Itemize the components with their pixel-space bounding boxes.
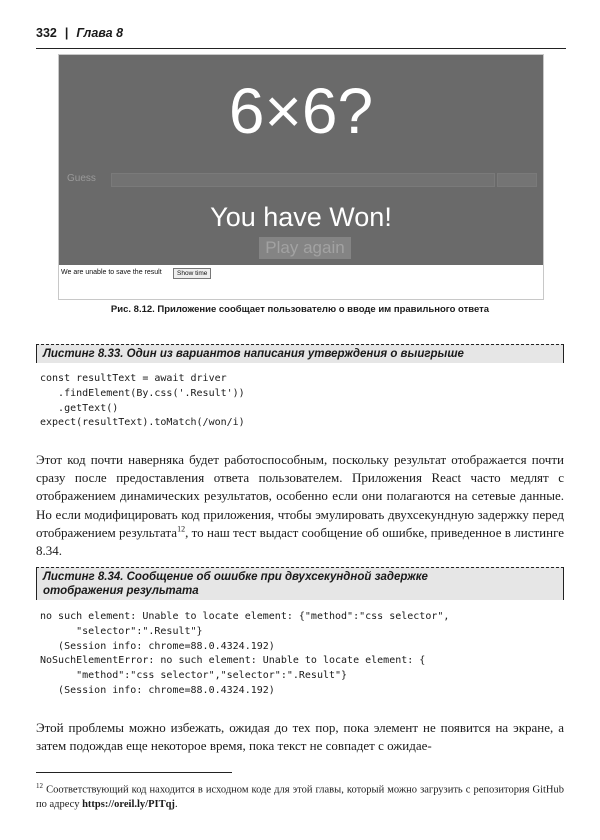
figure-caption: Рис. 8.12. Приложение сообщает пользователю о вводе им правильного ответа <box>110 304 490 315</box>
code-line: (Session info: chrome=88.0.4324.192) <box>40 640 275 652</box>
footnote-ref: 12 <box>177 524 186 534</box>
show-time-button[interactable]: Show time <box>173 268 211 279</box>
paragraph-text: Этот код почти наверняка будет работоспособным, поскольку результат отображается почти сразу после предоставления ответа пользователем. Приложения React часто медлят с отображением динамических результатов, особенно если они полагаются на сетевые данные. Но если модифицировать код приложения, чтобы эмулировать двухсекундную задержку перед отображением результата <box>36 452 564 540</box>
question-text: 6×6? <box>228 75 374 147</box>
code-line: "method":"css selector","selector":".Result"} <box>40 670 348 682</box>
code-line: "selector":".Result"} <box>40 625 203 637</box>
code-line: no such element: Unable to locate element: {"method":"css selector", <box>40 611 450 622</box>
listing-8-33-title: Листинг 8.33. Один из вариантов написания утверждения о выигрыше <box>36 344 564 363</box>
error-row <box>59 267 543 279</box>
code-line: .findElement(By.css('.Result')) <box>40 387 245 399</box>
app-overlay <box>59 55 543 265</box>
paragraph-text: , то наш тест выдаст сообщение об ошибке, приведенное в листинге 8.34. <box>36 524 564 559</box>
listing-title-line: Листинг 8.34. Сообщение об ошибке при двухсекундной задержке <box>43 571 428 583</box>
footnote <box>36 779 564 812</box>
listing-8-33-code <box>40 372 560 431</box>
footnote-divider <box>36 772 232 773</box>
guess-input[interactable] <box>111 173 495 187</box>
code-line: (Session info: chrome=88.0.4324.192) <box>40 684 275 696</box>
listing-title-line: отображения результата <box>43 585 199 597</box>
guess-submit-button[interactable] <box>497 173 537 187</box>
running-header <box>36 26 566 49</box>
error-message: We are unable to save the result <box>61 269 162 276</box>
body-paragraph: Этой проблемы можно избежать, ожидая до тех пор, пока элемент не появится на экране, а затем подождав еще некоторое время, пока текст не совпадет с ожидае- <box>36 720 564 754</box>
code-line: const resultText = await driver <box>40 373 227 384</box>
listing-8-34-title <box>36 567 564 600</box>
code-line: NoSuchElementError: no such element: Unable to locate element: { <box>40 655 426 667</box>
code-line: expect(resultText).toMatch(/won/i) <box>40 417 245 429</box>
footnote-text: Соответствующий код находится в исходном коде для этой главы, который можно загрузить с репозитория GitHub по адресу <box>36 784 564 810</box>
footnote-end: . <box>174 798 178 810</box>
chapter-title: Глава 8 <box>76 26 124 40</box>
play-again-button[interactable]: Play again <box>259 237 351 259</box>
header-separator: | <box>64 26 69 40</box>
body-paragraph <box>36 451 564 560</box>
guess-row <box>59 171 543 187</box>
footnote-link[interactable]: https://oreil.ly/PITqj <box>82 798 175 810</box>
footnote-number: 12 <box>36 782 43 790</box>
figure-screenshot <box>58 54 544 300</box>
code-line: .getText() <box>40 402 119 414</box>
page-number: 332 <box>36 26 57 40</box>
listing-8-34-code <box>40 610 560 699</box>
won-message: You have Won! <box>210 202 392 232</box>
guess-label: Guess <box>67 173 96 184</box>
